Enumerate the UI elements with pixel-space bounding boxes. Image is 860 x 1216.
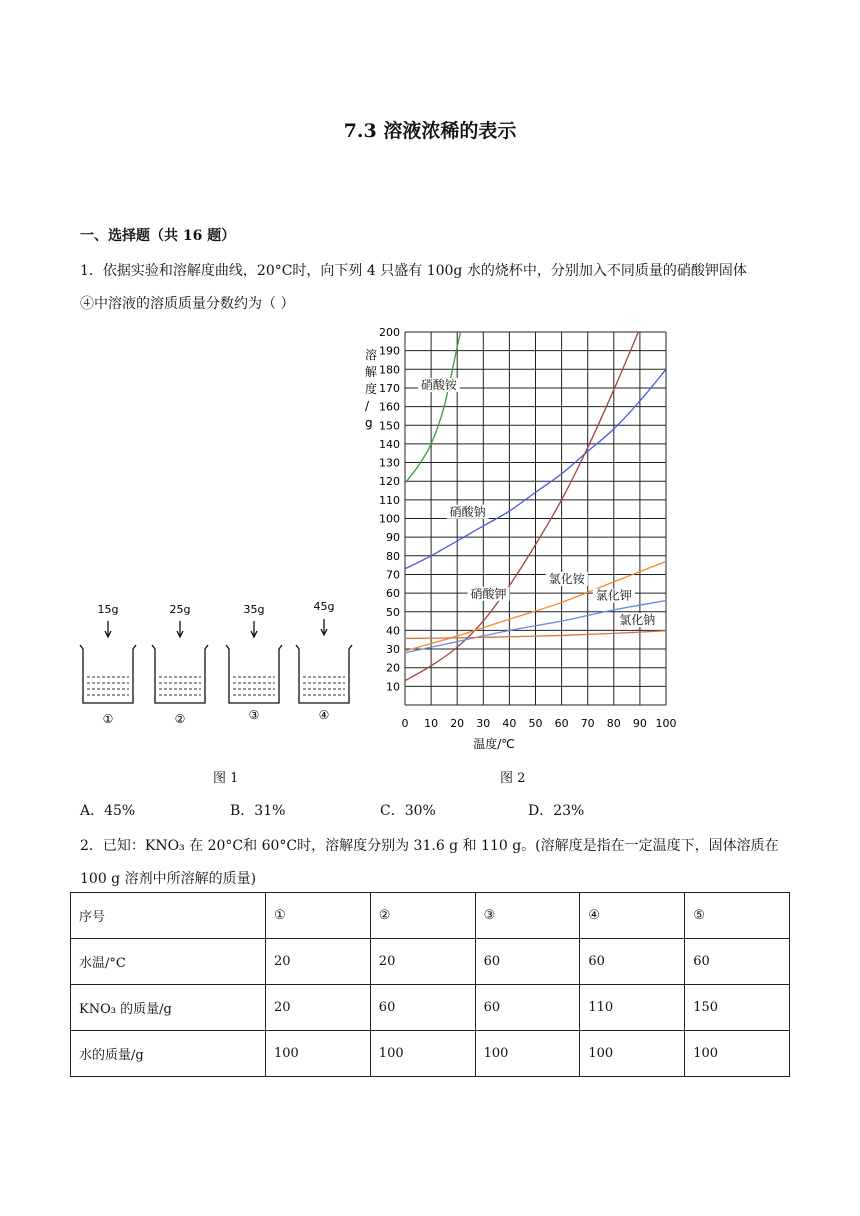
- row-header-cell: 水的质量/g: [71, 1031, 266, 1077]
- arrow-down-icon: [321, 619, 327, 635]
- y-tick-label: 160: [379, 400, 400, 414]
- x-tick-label: 60: [554, 717, 569, 730]
- q2-text-line1: 2．已知：KNO₃ 在 20°C和 60°C时，溶解度分别为 31.6 g 和 110 g。(溶解度是指在一定温度下，固体溶质在: [80, 838, 779, 854]
- table-cell: 100: [580, 1031, 685, 1077]
- y-tick-label: 170: [379, 381, 400, 395]
- x-axis-label: 温度/℃: [473, 737, 515, 751]
- table-cell: 60: [580, 939, 685, 985]
- table-cell: 20: [266, 939, 371, 985]
- beaker-3: [226, 603, 282, 722]
- x-tick-label: 80: [606, 717, 621, 730]
- series-label: 硝酸钾: [470, 586, 507, 601]
- series-label: 硝酸铵: [420, 377, 457, 392]
- beaker-mass-label: 45g: [313, 600, 335, 613]
- arrow-down-icon: [251, 621, 257, 637]
- y-tick-label: 120: [379, 475, 400, 489]
- y-tick-label: 60: [386, 587, 400, 601]
- beaker-icon: [152, 645, 208, 703]
- option-c[interactable]: C．30%: [380, 803, 436, 819]
- series-label: 氯化钠: [619, 612, 656, 627]
- x-tick-label: 40: [502, 717, 517, 730]
- option-b[interactable]: B．31%: [230, 803, 286, 819]
- y-tick-label: 190: [379, 344, 400, 358]
- y-tick-label: 80: [386, 549, 400, 563]
- y-tick-label: 100: [379, 512, 400, 526]
- table-row: [71, 893, 790, 939]
- table-cell: ⑤: [685, 893, 790, 939]
- beaker-icon: [296, 645, 352, 703]
- q2-text-line2: 100 g 溶剂中所溶解的质量): [80, 871, 257, 887]
- y-tick-label: 50: [386, 605, 400, 619]
- row-header-cell: KNO₃ 的质量/g: [71, 985, 266, 1031]
- table-cell: 100: [266, 1031, 371, 1077]
- beaker-2: [152, 603, 208, 726]
- beaker-figure: [70, 595, 360, 730]
- table-cell: 20: [266, 985, 371, 1031]
- series-label: 氯化钾: [595, 588, 632, 603]
- arrow-down-icon: [177, 621, 183, 637]
- table-cell: ③: [475, 893, 580, 939]
- series-label: 硝酸钠: [449, 504, 486, 519]
- option-a[interactable]: A．45%: [80, 803, 136, 819]
- table-cell: 150: [685, 985, 790, 1031]
- table-cell: ②: [370, 893, 475, 939]
- page-title: 7.3 溶液浓稀的表示: [343, 120, 517, 142]
- beaker-icon: [226, 645, 282, 703]
- table-cell: 20: [370, 939, 475, 985]
- series-line-0: [405, 322, 465, 483]
- y-tick-label: 20: [386, 661, 400, 675]
- y-tick-label: 110: [379, 493, 400, 507]
- y-tick-label: 130: [379, 456, 400, 470]
- beaker-1: [80, 603, 136, 726]
- beaker-number-label: ④: [318, 708, 330, 722]
- figure2-caption: 图 2: [500, 771, 526, 786]
- y-tick-label: 10: [386, 680, 400, 694]
- y-axis-label: 溶解度/ g: [365, 348, 378, 430]
- table-cell: 100: [475, 1031, 580, 1077]
- beaker-icon: [80, 645, 136, 703]
- y-tick-label: 180: [379, 363, 400, 377]
- table-row: [71, 985, 790, 1031]
- option-d[interactable]: D．23%: [528, 803, 585, 819]
- section-heading: 一、选择题（共 16 题）: [80, 228, 236, 244]
- row-header-cell: 序号: [71, 893, 266, 939]
- table-cell: ①: [266, 893, 371, 939]
- y-tick-label: 40: [386, 624, 400, 638]
- table-cell: 60: [370, 985, 475, 1031]
- table-cell: ④: [580, 893, 685, 939]
- beaker-mass-label: 15g: [97, 603, 119, 616]
- table-cell: 60: [475, 985, 580, 1031]
- beaker-number-label: ③: [248, 708, 260, 722]
- beaker-mass-label: 35g: [243, 603, 265, 616]
- beaker-mass-label: 25g: [169, 603, 191, 616]
- q1-text-line2: ④中溶液的溶质质量分数约为（ ）: [80, 296, 295, 312]
- beaker-number-label: ①: [102, 712, 114, 726]
- table-cell: 60: [685, 939, 790, 985]
- x-tick-label: 100: [655, 717, 677, 730]
- table-row: [71, 1031, 790, 1077]
- figure1-caption: 图 1: [213, 771, 239, 786]
- x-tick-label: 50: [528, 717, 543, 730]
- x-tick-label: 70: [580, 717, 595, 730]
- table-row: [71, 939, 790, 985]
- x-tick-label: 90: [632, 717, 647, 730]
- table-cell: 60: [475, 939, 580, 985]
- y-tick-label: 200: [379, 326, 400, 339]
- kno3-table: [70, 892, 790, 1077]
- y-tick-label: 140: [379, 437, 400, 451]
- x-tick-label: 10: [424, 717, 439, 730]
- x-tick-label: 20: [450, 717, 465, 730]
- arrow-down-icon: [105, 621, 111, 637]
- beaker-number-label: ②: [174, 712, 186, 726]
- table-cell: 100: [685, 1031, 790, 1077]
- table-cell: 110: [580, 985, 685, 1031]
- series-label: 氯化铵: [548, 571, 585, 586]
- y-tick-label: 90: [386, 531, 400, 545]
- x-tick-label: 30: [476, 717, 491, 730]
- q1-text-line1: 1．依据实验和溶解度曲线，20°C时，向下列 4 只盛有 100g 水的烧杯中，分别加入不同质量的硝酸钾固体: [80, 263, 747, 279]
- table-cell: 100: [370, 1031, 475, 1077]
- beaker-4: [296, 600, 352, 722]
- y-tick-label: 70: [386, 568, 400, 582]
- row-header-cell: 水温/°C: [71, 939, 266, 985]
- y-tick-label: 30: [386, 643, 400, 657]
- y-tick-label: 150: [379, 419, 400, 433]
- solubility-chart: [350, 322, 690, 762]
- x-tick-label: 0: [401, 717, 409, 730]
